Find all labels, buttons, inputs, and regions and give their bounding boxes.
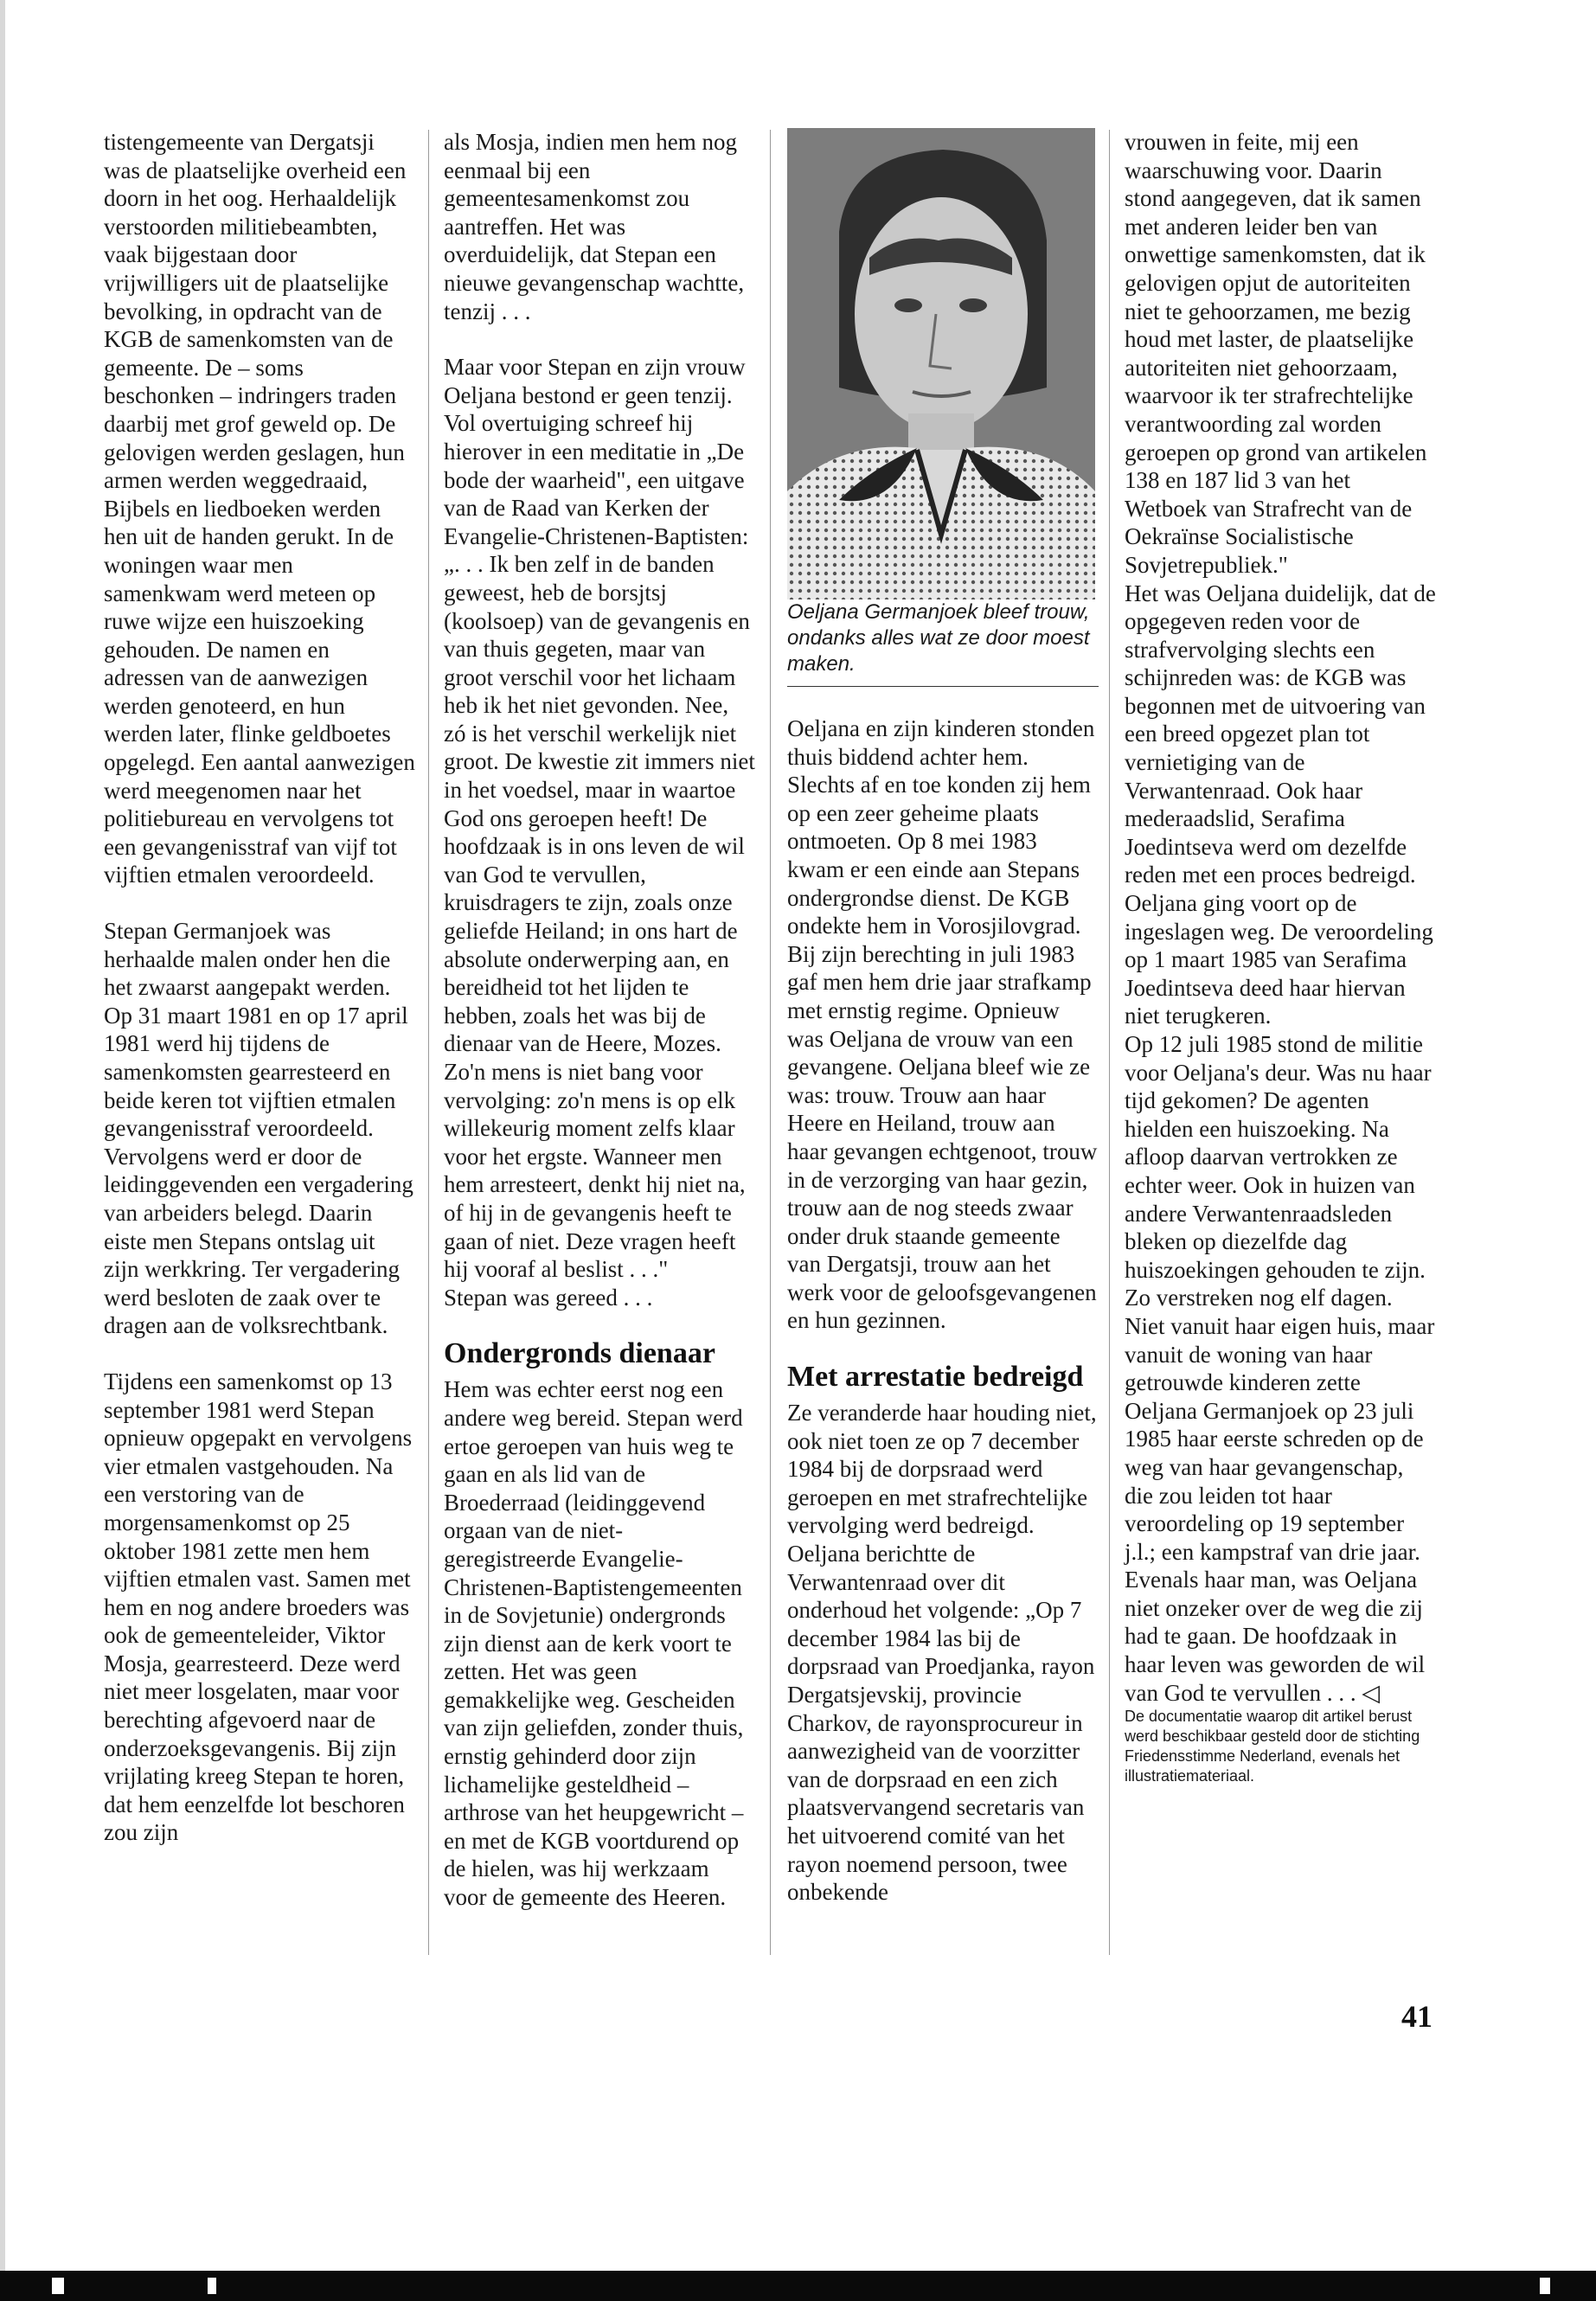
column-4-paragraph-1: vrouwen in feite, mij een waarschuwing voor. Daarin stond aangegeven, dat ik samen met anderen leider ben van onwettige samenkomsten, dat ik gelovigen opjut de autoriteiten niet te gehoorzamen, me bezig houd met laster, de plaatselijke autoriteiten niet gehoorzaam, waarvoor ik ter strafrechtelijke verantwoording zal worden geroepen op grond van artikelen 138 en 187 lid 3 van het Wetboek van Strafrecht van de Oekraïnse Socialistische Sovjetrepubliek." [1125, 129, 1427, 578]
column-4-paragraph-3: Op 12 juli 1985 stond de militie voor Oeljana's deur. Was nu haar tijd gekomen? De agenten hielden een huiszoeking. Na afloop daarvan vertrokken ze echter weer. Ook in huizen van andere Verwantenraadsleden bleken op diezelfde dag huiszoekingen gehouden te zijn. [1125, 1031, 1432, 1283]
page-number: 41 [1401, 1999, 1433, 2034]
column-3-paragraph-1: Oeljana en zijn kinderen stonden thuis biddend achter hem. Slechts af en toe konden zij hem op een zeer geheime plaats ontmoeten. Op 8 mei 1983 kwam er een einde aan Stepans ondergrondse dienst. De KGB ondekte hem in Vorosjilovgrad. Bij zijn berechting in juli 1983 gaf men hem drie jaar strafkamp met ernstig regime. Opnieuw was Oeljana de vrouw van een gevangene. Oeljana bleef wie ze was: trouw. Trouw aan haar Heere en Heiland, trouw aan haar gevangen echtgenoot, trouw in de verzorging van haar gezin, trouw aan de nog steeds zwaar onder druk staande gemeente van Dergatsji, trouw aan het werk voor de geloofsgevangenen en hun gezinnen. [787, 715, 1098, 1334]
column-2-paragraph-1: als Mosja, indien men hem nog eenmaal bij een gemeentesamenkomst zou aantreffen. Het was overduidelijk, dat Stepan een nieuwe gevangenschap wachtte, tenzij . . . [444, 129, 745, 324]
column-1-paragraph-1: tistengemeente van Dergatsji was de plaatselijke overheid een doorn in het oog. Herhaaldelijk verstoorden militiebeambten, vaak bijgestaan door vrijwilligers uit de plaatselijke bevolking, in opdracht van de KGB de samenkomsten van de gemeente. De – soms beschonken – indringers traden daarbij met grof geweld op. De gelovigen werden geslagen, hun armen werden weggedraaid, Bijbels en liedboeken werden hen uit de handen gerukt. In de woningen waar men samenkwam werd meteen op ruwe wijze een huiszoeking gehouden. De namen en adressen van de aanwezigen werden genoteerd, en hun werden later, flinke geldboetes opgelegd. Een aantal aanwezigen werd meegenomen naar het politiebureau en vervolgens tot een gevangenisstraf van vijf tot vijftien etmalen veroordeeld. [104, 129, 415, 888]
column-2-paragraph-3: Stepan was gereed . . . [444, 1284, 653, 1311]
bar-notch [1540, 2278, 1550, 2294]
column-2 [444, 128, 755, 2206]
page-edge [0, 0, 5, 2301]
column-3-paragraph-2: Ze veranderde haar houding niet, ook niet toen ze op 7 december 1984 bij de dorpsraad werd geroepen en met strafrechtelijke vervolging werd bedreigd. Oeljana berichtte de Verwantenraad over dit onderhoud het volgende: „Op 7 december 1984 las bij de dorpsraad van Proedjanka, rayon Dergatsjevskij, provincie Charkov, de rayonsprocureur in aanwezigheid van de voorzitter van de dorpsraad en een zich plaatsvervangend secretaris van het uitvoerend comité van het rayon noemend persoon, twee onbekende [787, 1400, 1097, 1906]
column-4 [1125, 128, 1436, 2206]
portrait-photo [787, 128, 1095, 599]
column-1-paragraph-2: Stepan Germanjoek was herhaalde malen onder hen die het zwaarst aangepakt werden. Op 31 maart 1981 en op 17 april 1981 werd hij tijdens de samenkomsten gearresteerd en beide keren tot vijftien etmalen gevangenisstraf veroordeeld. Vervolgens werd er door de leidinggevenden een vergadering van arbeiders belegd. Daarin eiste men Stepans ontslag uit zijn werkkring. Ter vergadering werd besloten de zaak over te dragen aan de volksrechtbank. [104, 918, 413, 1339]
column-2-paragraph-2: Maar voor Stepan en zijn vrouw Oeljana bestond er geen tenzij. Vol overtuiging schreef hij hierover in een meditatie in „De bode der waarheid", een uitgave van de Raad van Kerken der Evangelie-Christenen-Baptisten: „. . . Ik ben zelf in de banden geweest, heb de borsjtsj (koolsoep) van de gevangenis en van thuis gegeten, maar van groot verschil voor het lichaam heb ik het niet gevonden. Nee, zó is het verschil werkelijk niet groot. De kwestie zit immers niet in het voedsel, maar in waartoe God ons geroepen heeft! De hoofdzaak is in ons leven de wil van God te vervullen, kruisdragers te zijn, zoals onze geliefde Heiland; in ons hart de absolute onderwerping aan, en bereidheid tot het lijden te hebben, zoals het was bij de dienaar van de Heere, Mozes. Zo'n mens is niet bang voor vervolging: zo'n mens is op elk willekeurig moment zelfs klaar voor het ergste. Wanneer men hem arresteert, denkt hij niet na, of hij in de gevangenis heeft te gaan of niet. Deze vragen heeft hij vooraf al beslist . . ." [444, 354, 755, 1283]
portrait-illustration [787, 128, 1095, 599]
bar-notch [52, 2278, 64, 2294]
bar-notch [208, 2278, 216, 2294]
column-4-paragraph-2: Het was Oeljana duidelijk, dat de opgegeven reden voor de strafvervolging slechts een schijnreden was: de KGB was begonnen met de uitvoering van een breed opgezet plan tot vernietiging van de Verwantenraad. Ook haar mederaadslid, Serafima Joedintseva werd om dezelfde reden met een proces bedreigd. Oeljana ging voort op de ingeslagen weg. De veroordeling op 1 maart 1985 van Serafima Joedintseva deed haar hiervan niet terugkeren. [1125, 580, 1436, 1029]
column-1-paragraph-3: Tijdens een samenkomst op 13 september 1981 werd Stepan opnieuw opgepakt en vervolgens vier etmalen vastgehouden. Na een verstoring van de morgensamenkomst op 25 oktober 1981 zette men hem vijftien etmalen vast. Samen met hem en nog andere broeders was ook de gemeenteleider, Viktor Mosja, gearresteerd. Deze werd niet meer losgelaten, maar voor berechting afgevoerd naar de onderzoeksgevangenis. Bij zijn vrijlating kreeg Stepan te horen, dat hem eenzelfde lot beschoren zou zijn [104, 1368, 413, 1846]
column-divider [770, 130, 771, 1955]
photo-credit: De documentatie waarop dit artikel berust werd beschikbaar gesteld door de stichting Friedensstimme Nederland, evenals het illustratiemateriaal. [1125, 1708, 1420, 1785]
column-1 [104, 128, 415, 2206]
bottom-print-bar [0, 2271, 1596, 2301]
column-2-paragraph-4: Hem was echter eerst nog een andere weg bereid. Stepan werd ertoe geroepen van huis weg te gaan en als lid van de Broederraad (leidinggevend orgaan van de niet-geregistreerde Evangelie-Christenen-Baptistengemeenten in de Sovjetunie) ondergronds zijn dienst aan de kerk voort te zetten. Het was geen gemakkelijke weg. Gescheiden van zijn geliefden, zonder thuis, ernstig gehinderd door zijn lichamelijke gesteldheid – arthrose van het heupgewricht – en met de KGB voortdurend op de hielen, was hij werkzaam voor de gemeente des Heeren. [444, 1376, 744, 1911]
section-heading-ondergronds: Ondergronds dienaar [444, 1337, 715, 1370]
column-divider [1109, 130, 1110, 1955]
column-3 [787, 128, 1099, 2206]
section-heading-arrestatie: Met arrestatie bedreigd [787, 1361, 1084, 1394]
photo-caption: Oeljana Germanjoek bleef trouw, ondanks alles wat ze door moest maken. [787, 599, 1099, 687]
column-divider [428, 130, 429, 1955]
column-4-paragraph-4: Zo verstreken nog elf dagen. Niet vanuit haar eigen huis, maar vanuit de woning van haar getrouwde kinderen zette Oeljana Germanjoek op 23 juli 1985 haar eerste schreden op de weg van haar gevangenschap, die zou leiden tot haar veroordeling op 19 september j.l.; een kampstraf van drie jaar. Evenals haar man, was Oeljana niet onzeker over de weg die zij had te gaan. De hoofdzaak in haar leven was geworden de wil van God te vervullen . . . ◁ [1125, 1285, 1435, 1706]
